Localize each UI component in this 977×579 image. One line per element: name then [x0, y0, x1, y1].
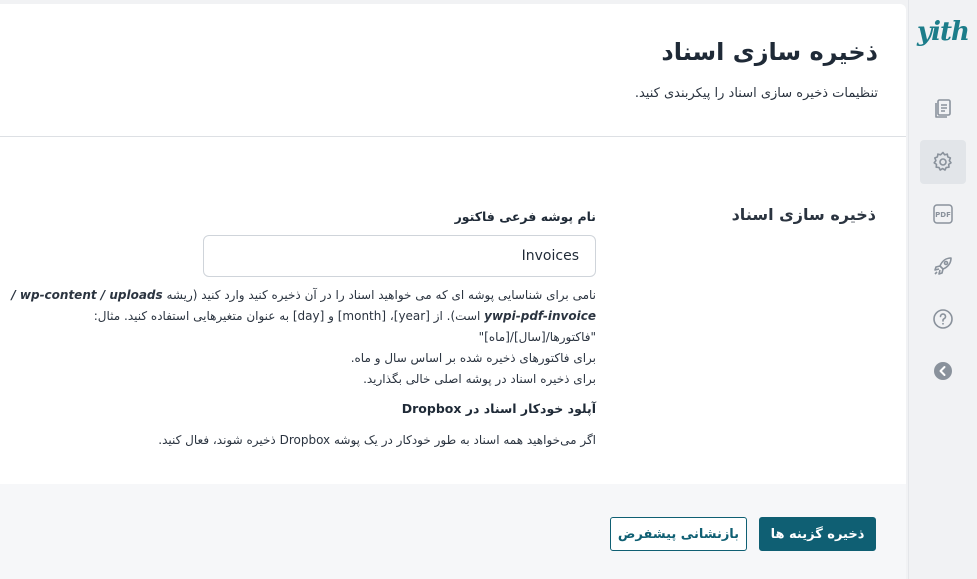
yith-logo: yith — [917, 17, 969, 47]
page-header — [0, 4, 906, 137]
description-line-4: برای ذخیره اسناد در پوشه اصلی خالی بگذارید. — [363, 372, 596, 386]
plugin-sidebar — [908, 0, 977, 579]
back-arrow-icon — [931, 359, 955, 383]
nav-settings[interactable] — [920, 140, 966, 184]
documents-icon — [931, 97, 955, 121]
rocket-icon — [931, 254, 955, 278]
dropbox-field-label: آپلود خودکار اسناد در Dropbox — [401, 401, 596, 416]
description-line-3: برای فاکتورهای ذخیره شده بر اساس سال و ماه. — [350, 351, 596, 365]
description-line-2: ywpi-pdf-invoice است). از [year]، [month] و [day] به عنوان متغیرهایی استفاده کنید. مثال: "فاکتورها/[سال]/[ماه]" — [93, 309, 596, 344]
settings-panel — [0, 4, 906, 484]
section-title: ذخیره سازی اسناد — [731, 205, 876, 224]
svg-text:PDF: PDF — [935, 211, 951, 219]
footer-bar — [0, 484, 906, 579]
reset-defaults-button[interactable]: بازنشانی پیشفرض — [610, 517, 747, 551]
path-root: wp-content / uploads / — [11, 288, 163, 302]
save-options-button[interactable]: ذخیره گزینه ها — [759, 517, 876, 551]
description-line-1: نامی برای شناسایی پوشه ای که می خواهید اسناد را در آن ذخیره کنید وارد کنید (ریشه wp-content / uploads / — [11, 288, 596, 302]
help-icon — [931, 307, 955, 331]
folder-field-description — [6, 285, 596, 390]
pdf-icon — [931, 202, 955, 226]
nav-help[interactable] — [920, 297, 966, 341]
path-folder: ywpi-pdf-invoice — [484, 309, 596, 323]
folder-name-input[interactable] — [203, 235, 596, 277]
nav-documents[interactable] — [920, 87, 966, 131]
folder-field-label: نام پوشه فرعی فاکتور — [454, 209, 596, 224]
page-title: ذخیره سازی اسناد — [661, 38, 878, 66]
page-subtitle: تنظیمات ذخیره سازی اسناد را پیکربندی کنید. — [634, 86, 878, 101]
nav-premium[interactable] — [920, 244, 966, 288]
nav-pdf[interactable] — [920, 192, 966, 236]
dropbox-field-description: اگر می‌خواهید همه اسناد به طور خودکار در یک پوشه Dropbox ذخیره شوند، فعال کنید. — [158, 433, 596, 447]
gear-icon — [931, 150, 955, 174]
nav-back[interactable] — [920, 349, 966, 393]
